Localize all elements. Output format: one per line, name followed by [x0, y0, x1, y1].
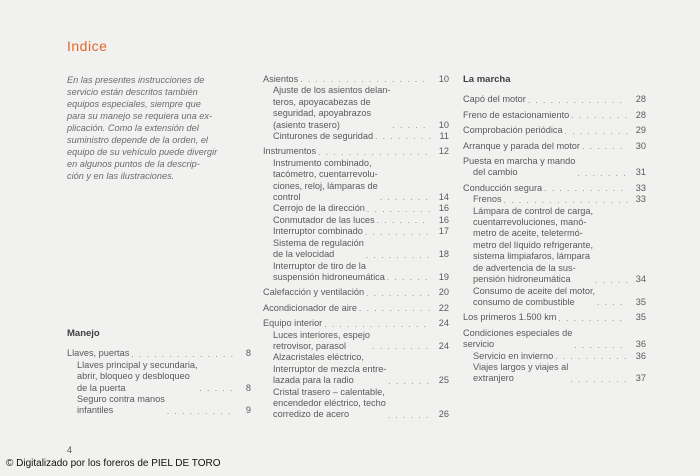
toc-entry-alzacristales[interactable]: Alzacristales eléctrico, Interruptor de mezcla entre- lazada para la radio . . . 25 — [263, 352, 449, 386]
toc-entry-equipo-interior[interactable]: Equipo interior . . . 24 — [263, 318, 449, 329]
toc-entry-primeros-km[interactable]: Los primeros 1.500 km . . . 35 — [463, 312, 646, 323]
toc-entry-cerrojo[interactable]: Cerrojo de la dirección . . . 16 — [263, 203, 449, 214]
toc-entry-luces-interiores[interactable]: Luces interiores, espejo retrovisor, parasol . . . 24 — [263, 330, 449, 353]
toc-entry-interruptor-tiro[interactable]: Interruptor de tiro de la suspensión hidroneumática . . . 19 — [263, 261, 449, 284]
toc-entry-comprobacion[interactable]: Comprobación periódica . . . 29 — [463, 125, 646, 136]
intro-line: suministro depende de la orden, el — [67, 135, 208, 145]
section-heading-manejo: Manejo — [67, 328, 100, 339]
toc-entry-freno-estacionamiento[interactable]: Freno de estacionamiento . . . 28 — [463, 110, 646, 121]
intro-line: en algunos puntos de la descrip- — [67, 159, 200, 169]
toc-entry-consumo[interactable]: Consumo de aceite del motor, consumo de combustible . . . 35 — [463, 286, 646, 309]
intro-line: equipo de su vehículo puede divergir — [67, 147, 218, 157]
toc-entry-sistema-regulacion[interactable]: Sistema de regulación de la velocidad . . . 18 — [263, 238, 449, 261]
section-heading-la-marcha: La marcha — [463, 74, 511, 85]
toc-column-middle — [263, 74, 449, 421]
toc-entry-capo[interactable]: Capó del motor . . . 28 — [463, 94, 646, 105]
toc-entry-cristal-trasero[interactable]: Cristal trasero – calentable, encendedor eléctrico, techo corredizo de acero . . . 26 — [263, 387, 449, 421]
toc-column-manejo — [67, 328, 251, 417]
intro-line: ción y en las ilustraciones. — [67, 171, 175, 181]
toc-entry-instrumento-combinado[interactable]: Instrumento combinado, tacómetro, cuentarrevolu- ciones, reloj, lámparas de control . . . 14 — [263, 158, 449, 204]
toc-entry-calefaccion[interactable]: Calefacción y ventilación . . . 20 — [263, 287, 449, 298]
toc-column-la-marcha — [463, 74, 646, 385]
toc-entry-conduccion-segura[interactable]: Conducción segura . . . 33 — [463, 183, 646, 194]
page-title: Indice — [67, 38, 108, 54]
toc-entry-frenos[interactable]: Frenos . . . 33 — [463, 194, 646, 205]
intro-line: plicación. Como la extensión del — [67, 123, 199, 133]
intro-line: para su manejo se requiera una ex- — [67, 111, 213, 121]
intro-line: equipos especiales, siempre que — [67, 99, 201, 109]
toc-entry-lampara-control[interactable]: Lámpara de control de carga, cuentarrevoluciones, manó- metro de aceite, teletermó- metro del líquido refrigerante, sistema limpiafaros, lámpara de advertencia de la sus- pensión hidroneumática . . . 34 — [463, 206, 646, 286]
toc-entry-servicio-invierno[interactable]: Servicio en invierno . . . 36 — [463, 351, 646, 362]
toc-entry-puesta-en-marcha[interactable]: Puesta en marcha y mando del cambio . . . 31 — [463, 156, 646, 179]
intro-line: servicio están descritos también — [67, 87, 198, 97]
toc-entry-viajes-largos[interactable]: Viajes largos y viajes al extranjero . . . 37 — [463, 362, 646, 385]
toc-entry-interruptor-combinado[interactable]: Interruptor combinado . . . 17 — [263, 226, 449, 237]
toc-entry-llaves-principal[interactable]: Llaves principal y secundaria, abrir, bloqueo y desbloqueo de la puerta . . . 8 — [67, 360, 251, 394]
intro-line: En las presentes instrucciones de — [67, 75, 205, 85]
toc-entry-asientos[interactable]: Asientos . . . 10 — [263, 74, 449, 85]
toc-entry-conmutador-luces[interactable]: Conmutador de las luces . . . 16 — [263, 215, 449, 226]
footer-credit: © Digitalizado por los foreros de PIEL DE TORO — [6, 458, 221, 469]
intro-paragraph — [67, 74, 245, 182]
toc-entry-instrumentos[interactable]: Instrumentos . . . 12 — [263, 146, 449, 157]
toc-entry-llaves[interactable]: Llaves, puertas . . . 8 — [67, 348, 251, 359]
toc-entry-cinturones[interactable]: Cinturones de seguridad . . . 11 — [263, 131, 449, 142]
toc-entry-condiciones-especiales[interactable]: Condiciones especiales de servicio . . . 36 — [463, 328, 646, 351]
page-number: 4 — [67, 445, 73, 455]
toc-entry-ajuste-asientos[interactable]: Ajuste de los asientos delan- teros, apoyacabezas de seguridad, apoyabrazos (asiento trasero) . . . 10 — [263, 85, 449, 131]
toc-entry-arranque[interactable]: Arranque y parada del motor . . . 30 — [463, 141, 646, 152]
toc-entry-acondicionador[interactable]: Acondicionador de aire . . . 22 — [263, 303, 449, 314]
toc-entry-seguro-manos[interactable]: Seguro contra manos infantiles . . . 9 — [67, 394, 251, 417]
